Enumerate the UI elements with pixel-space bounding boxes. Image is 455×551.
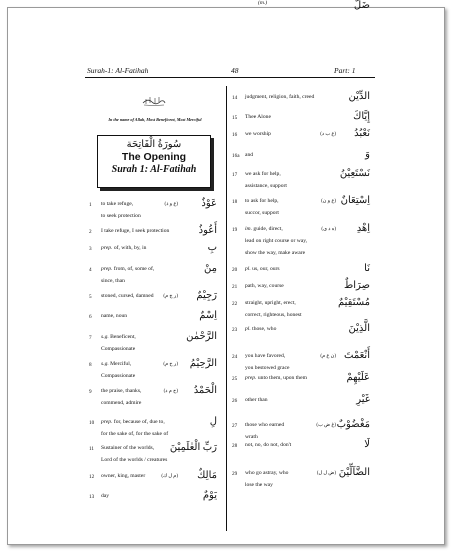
entry-arabic: لَا	[364, 439, 370, 450]
entry-meaning: for the sake of, for the sake of	[101, 431, 169, 437]
entry-number: 29	[232, 471, 238, 477]
entry-root: (ع و ن)	[321, 199, 336, 204]
entry-meaning: wrath	[245, 434, 258, 440]
entry-meaning: not, no, do not, don't	[245, 442, 292, 448]
entry-meaning: name, noun	[101, 313, 128, 319]
entry-meaning: and	[245, 152, 254, 158]
part-of-speech: pl.	[245, 266, 253, 272]
entry-meaning: Compassionate	[101, 346, 136, 352]
column-divider	[226, 86, 227, 531]
entry-number: 19	[232, 227, 238, 233]
entry-meaning: prep. unto them, upon them	[245, 375, 307, 381]
entry-meaning: those who earned	[245, 422, 285, 428]
entry-arabic: عَوْذٌ	[201, 198, 217, 209]
entry-root: (ح م د)	[163, 389, 178, 394]
part-of-speech: prep.	[101, 419, 114, 425]
entry-meaning: who go astray, who	[245, 470, 289, 476]
entry-meaning: path, way, course	[245, 283, 284, 289]
header-surah: Surah-1: Al-Fatihah	[87, 66, 149, 75]
entry-arabic: مَغْضُوْبٌ	[336, 419, 370, 430]
part-of-speech: prep.	[245, 375, 258, 381]
entry-meaning: you bestowed grace	[245, 365, 290, 371]
entry-meaning: the praise, thanks,	[101, 388, 142, 394]
entry-meaning: other than	[245, 397, 268, 403]
entry-arabic: وَ	[365, 149, 370, 160]
title-box	[97, 135, 211, 188]
bismillah-translation: In the name of Allah, Most Beneficent, Most Merciful	[108, 117, 202, 122]
entry-number: 7	[89, 335, 92, 341]
entry-number: 21	[232, 284, 238, 290]
title-arabic: سُورَةُ الْفَاتِحَة	[126, 139, 182, 150]
entry-number: 14	[232, 95, 238, 101]
entry-arabic: الَّذِيْنَ	[348, 323, 370, 334]
entry-arabic: أَنْعَمْتَ	[344, 350, 370, 361]
entry-meaning: prep. from, of, some of,	[101, 266, 155, 272]
entry-number: 11	[89, 446, 94, 452]
entry-meaning: to ask for help,	[245, 198, 279, 204]
entry-arabic: رَجِيْمٌ	[196, 290, 217, 301]
part-of-speech: s.g.	[101, 334, 111, 340]
entry-number: 27	[232, 423, 238, 429]
entry-arabic: اِسْمٌ	[199, 310, 217, 321]
entry-meaning: show the way, make aware	[245, 250, 306, 256]
title-english: The Opening	[121, 151, 187, 163]
entry-meaning: judgment, religion, faith, creed	[245, 94, 315, 100]
entry-meaning: owner, king, master	[101, 473, 146, 479]
entry-meaning: since, than	[101, 278, 125, 284]
entry-number: 18	[232, 199, 238, 205]
entry-meaning: correct, righteous, honest	[245, 312, 302, 318]
entry-meaning: to seek protection	[101, 213, 141, 219]
entry-meaning: prep. of, with, by, in	[101, 245, 147, 251]
entry-number: 15	[232, 115, 238, 121]
entry-root: (ر ج م)	[163, 294, 178, 299]
entry-meaning: lose the way	[245, 482, 273, 488]
part-of-speech: s.g.	[101, 361, 111, 367]
entry-arabic: عَلَيْهِمْ	[346, 372, 370, 383]
entry-meaning: lead on right course or way,	[245, 238, 308, 244]
entry-meaning: commend, admire	[101, 400, 142, 406]
entry-number: 25	[232, 376, 238, 382]
entry-root: (ع ب د)	[320, 132, 336, 137]
entry-number: 13	[89, 494, 95, 500]
entry-meaning: assistance, support	[245, 183, 287, 189]
part-of-speech: pl.	[245, 326, 253, 332]
entry-arabic: بِ	[207, 242, 217, 253]
part-of-speech: prep.	[101, 266, 114, 272]
part-of-speech: prep.	[101, 245, 114, 251]
entry-arabic: الْحَمْدُ	[193, 385, 217, 396]
entry-meaning: we ask for help,	[245, 171, 281, 177]
entry-meaning: s.g. Merciful,	[101, 361, 132, 367]
entry-number: 16	[232, 132, 238, 138]
entry-number: 20	[232, 267, 238, 273]
entry-meaning: succor, support	[245, 210, 279, 216]
entry-arabic: أَعُوذُ	[198, 225, 217, 236]
entry-root: (ع و ذ)	[164, 202, 178, 207]
entry-meaning: to take refuge,	[101, 201, 134, 207]
header-rule	[85, 77, 375, 78]
entry-number: 24	[232, 354, 238, 360]
entry-meaning: im. guide, direct,	[245, 226, 283, 232]
title-surah: Surah 1: Al-Fatihah	[111, 164, 197, 175]
entry-root: (غ ض ب)	[316, 423, 336, 428]
part-of-speech: (m.)	[258, 0, 268, 6]
entry-meaning: day	[101, 493, 110, 499]
entry-arabic: ضَلَّ	[353, 0, 370, 11]
entry-meaning: Compassionate	[101, 373, 136, 379]
header-page-number: 48	[231, 66, 239, 75]
entry-number: 22	[232, 301, 238, 307]
part-of-speech: im.	[245, 226, 254, 232]
entry-arabic: الضَّآلِّيْنَ	[338, 467, 370, 478]
entry-meaning: straight, upright, erect,	[245, 300, 296, 306]
entry-arabic: رَبِّ الْعٰلَمِيْنَ	[169, 442, 217, 453]
entry-root: (ن ع م)	[320, 354, 336, 359]
entry-arabic: نَا	[364, 263, 370, 274]
entry-meaning: Thee Alone	[245, 114, 271, 120]
entry-number: 16a	[232, 153, 240, 159]
bismillah-calligraphy	[142, 94, 166, 106]
entry-meaning: you have favored,	[245, 353, 286, 359]
entry-arabic: اِسْتِعَانٌ	[340, 195, 370, 206]
entry-arabic: الدِّيْن	[348, 91, 370, 102]
entry-arabic: مُسْتَقِيْمٌ	[337, 297, 370, 308]
entry-meaning: I take refuge, I seek protection	[101, 228, 170, 234]
entry-meaning: s.g. Beneficent,	[101, 334, 136, 340]
entry-number: 12	[89, 474, 95, 480]
entry-arabic: مَالِكٌ	[197, 470, 217, 481]
entry-meaning: pl. us, our, ours	[245, 266, 280, 272]
entry-number: 10	[89, 420, 95, 426]
entry-root: (ر ح م)	[163, 362, 178, 367]
entry-meaning: Lord of the worlds / creatures	[101, 457, 168, 463]
entry-arabic: لِ	[209, 416, 217, 427]
entry-number: 2	[89, 229, 92, 235]
entry-root: (ض ل ل)	[316, 471, 336, 476]
entry-meaning: Sustainer of the worlds,	[101, 445, 155, 451]
entry-meaning: stoned, cursed, damned	[101, 293, 154, 299]
entry-number: 9	[89, 389, 92, 395]
entry-number: 17	[232, 172, 238, 178]
entry-arabic: نَعْبُدُ	[354, 128, 370, 139]
entry-number: 3	[89, 246, 92, 252]
entry-arabic: مِنْ	[204, 263, 217, 274]
entry-arabic: يَوْمٌ	[202, 490, 217, 501]
entry-root: (م ل ك)	[161, 474, 178, 479]
entry-meaning: we worship	[245, 131, 271, 137]
entry-arabic: صِرَاطٌ	[343, 280, 370, 291]
entry-number: 8	[89, 362, 92, 368]
entry-number: 5	[89, 294, 92, 300]
entry-arabic: نَسْتَعِيْنُ	[339, 168, 370, 179]
entry-number: 23	[232, 327, 238, 333]
entry-number: 1	[89, 202, 92, 208]
entry-arabic: إِيَّاكَ	[353, 111, 370, 122]
header-part: Part: 1	[334, 66, 356, 75]
entry-arabic: اِهْدِ	[356, 223, 370, 234]
entry-meaning: pl. those, who	[245, 326, 277, 332]
entry-arabic: غَيْرِ	[356, 394, 370, 405]
entry-number: 28	[232, 443, 238, 449]
entry-number: 26	[232, 398, 238, 404]
entry-root: (ه د ى)	[321, 227, 336, 232]
entry-arabic: الرَّحْمٰن	[186, 331, 217, 342]
entry-meaning: prep. for, because of, due to,	[101, 419, 165, 425]
entry-number: 6	[89, 314, 92, 320]
entry-arabic: الرَّحِيْمُ	[189, 358, 217, 369]
entry-number: 4	[89, 267, 92, 273]
